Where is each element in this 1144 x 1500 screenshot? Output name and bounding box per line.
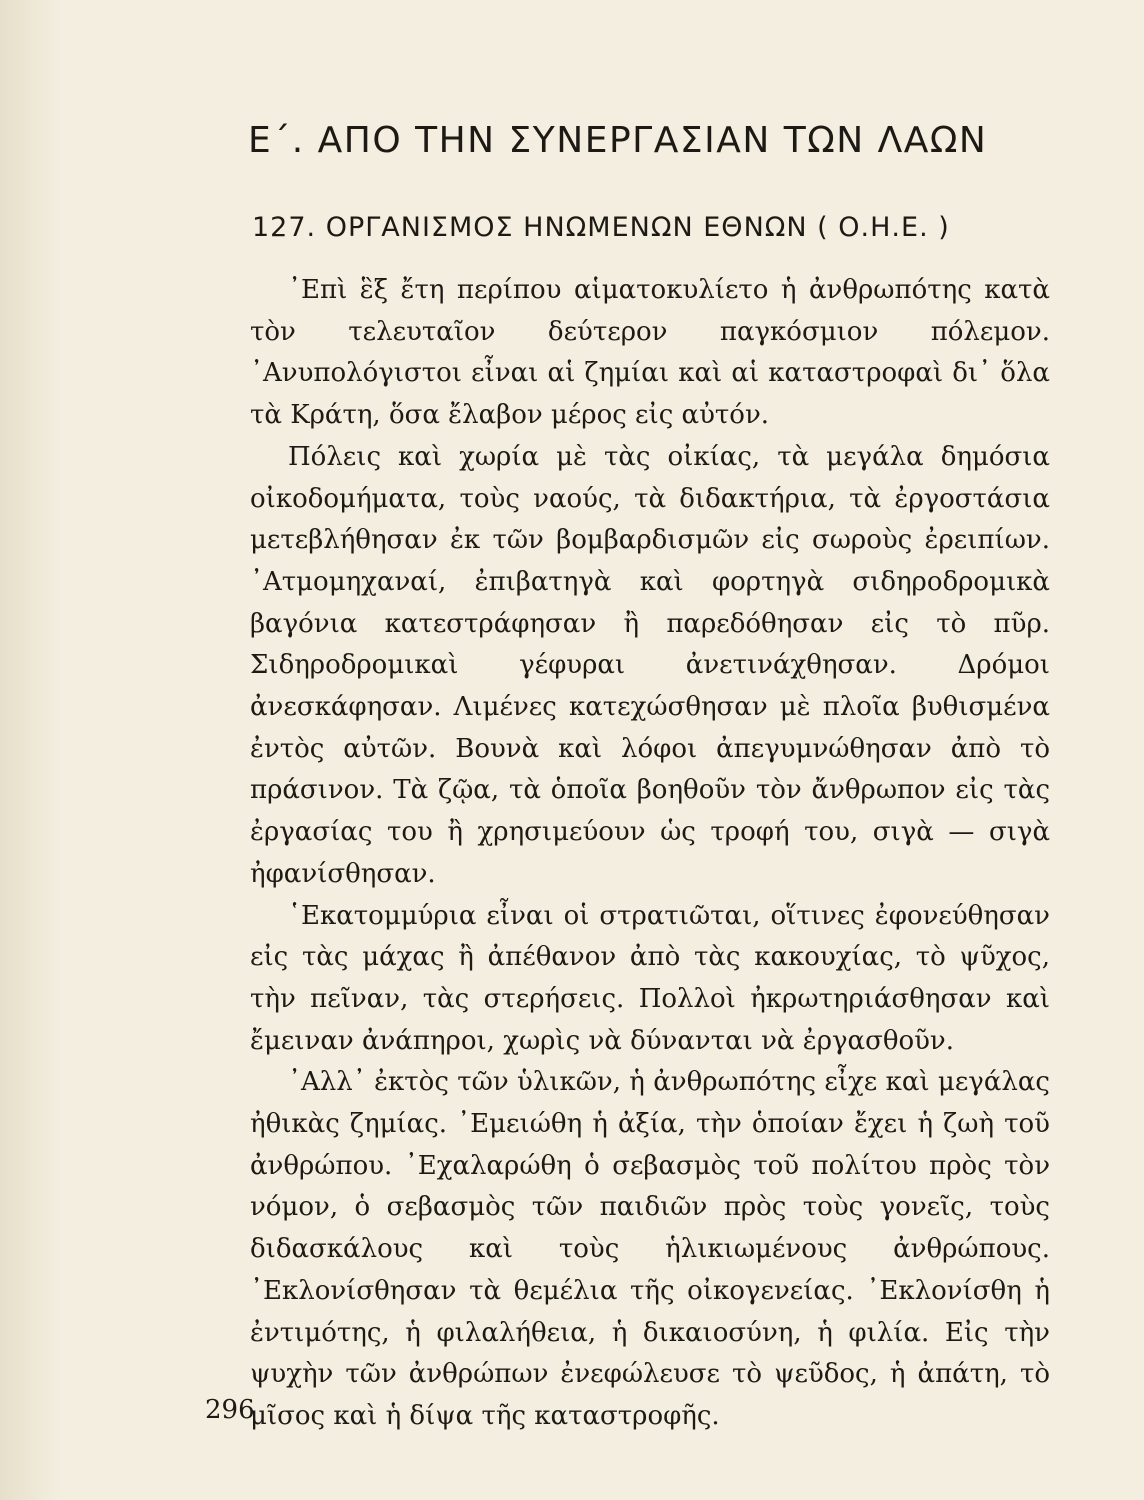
paragraph-4: ᾽Αλλ᾽ ἐκτὸς τῶν ὑλικῶν, ἡ ἀνθρωπότης εἶχε καὶ μεγάλας ἠθικὰς ζημίας. ᾽Εμειώθη ἡ ἀξία, τὴν ὁποίαν ἔχει ἡ ζωὴ τοῦ ἀνθρώπου. ᾽Εχαλαρώθη ὁ σεβασμὸς τοῦ πολίτου πρὸς τὸν νόμον, ὁ σεβασμὸς τῶν παιδιῶν πρὸς τοὺς γονεῖς, τοὺς διδασκάλους καὶ τοὺς ἡλικιωμένους ἀνθρώπους. ᾽Εκλονίσθησαν τὰ θεμέλια τῆς οἰκογενείας. ᾽Εκλονίσθη ἡ ἐντιμότης, ἡ φιλαλήθεια, ἡ δικαιοσύνη, ἡ φιλία. Εἰς τὴν ψυχὴν τῶν ἀνθρώπων ἐνεφώλευσε τὸ ψεῦδος, ἡ ἀπάτη, τὸ μῖσος καὶ ἡ δίψα τῆς καταστροφῆς.	[250, 1067, 1050, 1431]
paragraph-1: ᾽Επὶ ἓξ ἔτη περίπου αἱματοκυλίετο ἡ ἀνθρωπότης κατὰ τὸν τελευταῖον δεύτερον παγκόσμιον πόλεμον. ᾽Ανυπολόγιστοι εἶναι αἱ ζημίαι καὶ αἱ καταστροφαὶ δι᾽ ὅλα τὰ Κράτη, ὅσα ἔλαβον μέρος εἰς αὐτόν.	[250, 275, 1050, 431]
section-title: Ε΄. ΑΠΟ ΤΗΝ ΣΥΝΕΡΓΑΣΙΑΝ ΤΩΝ ΛΑΩΝ	[248, 120, 988, 161]
page-gutter-shadow	[0, 0, 60, 1500]
page-number: 296	[205, 1395, 255, 1425]
body-text	[250, 270, 1050, 1438]
paragraph-3: ῾Εκατομμύρια εἶναι οἱ στρατιῶται, οἵτινες ἐφονεύθησαν εἰς τὰς μάχας ἢ ἀπέθανον ἀπὸ τὰς κακουχίας, τὸ ψῦχος, τὴν πεῖναν, τὰς στερήσεις. Πολλοὶ ἠκρωτηριάσθησαν καὶ ἔμειναν ἀνάπηροι, χωρὶς νὰ δύνανται νὰ ἐργασθοῦν.	[250, 900, 1050, 1056]
paragraph-2: Πόλεις καὶ χωρία μὲ τὰς οἰκίας, τὰ μεγάλα δημόσια οἰκοδομήματα, τοὺς ναούς, τὰ διδακτήρια, τὰ ἐργοστάσια μετεβλήθησαν ἐκ τῶν βομβαρδισμῶν εἰς σωροὺς ἐρειπίων. ᾽Ατμομηχαναί, ἐπιβατηγὰ καὶ φορτηγὰ σιδηροδρομικὰ βαγόνια κατεστράφησαν ἢ παρεδόθησαν εἰς τὸ πῦρ. Σιδηροδρομικαὶ γέφυραι ἀνετινάχθησαν. Δρόμοι ἀνεσκάφησαν. Λιμένες κατεχώσθησαν μὲ πλοῖα βυθισμένα ἐντὸς αὐτῶν. Βουνὰ καὶ λόφοι ἀπεγυμνώθησαν ἀπὸ τὸ πράσινον. Τὰ ζῷα, τὰ ὁποῖα βοηθοῦν τὸν ἄνθρωπον εἰς τὰς ἐργασίας του ἢ χρησιμεύουν ὡς τροφή του, σιγὰ — σιγὰ ἠφανίσθησαν.	[250, 441, 1050, 889]
chapter-title: 127. ΟΡΓΑΝΙΣΜΟΣ ΗΝΩΜΕΝΩΝ ΕΘΝΩΝ ( Ο.Η.Ε. )	[252, 212, 950, 243]
